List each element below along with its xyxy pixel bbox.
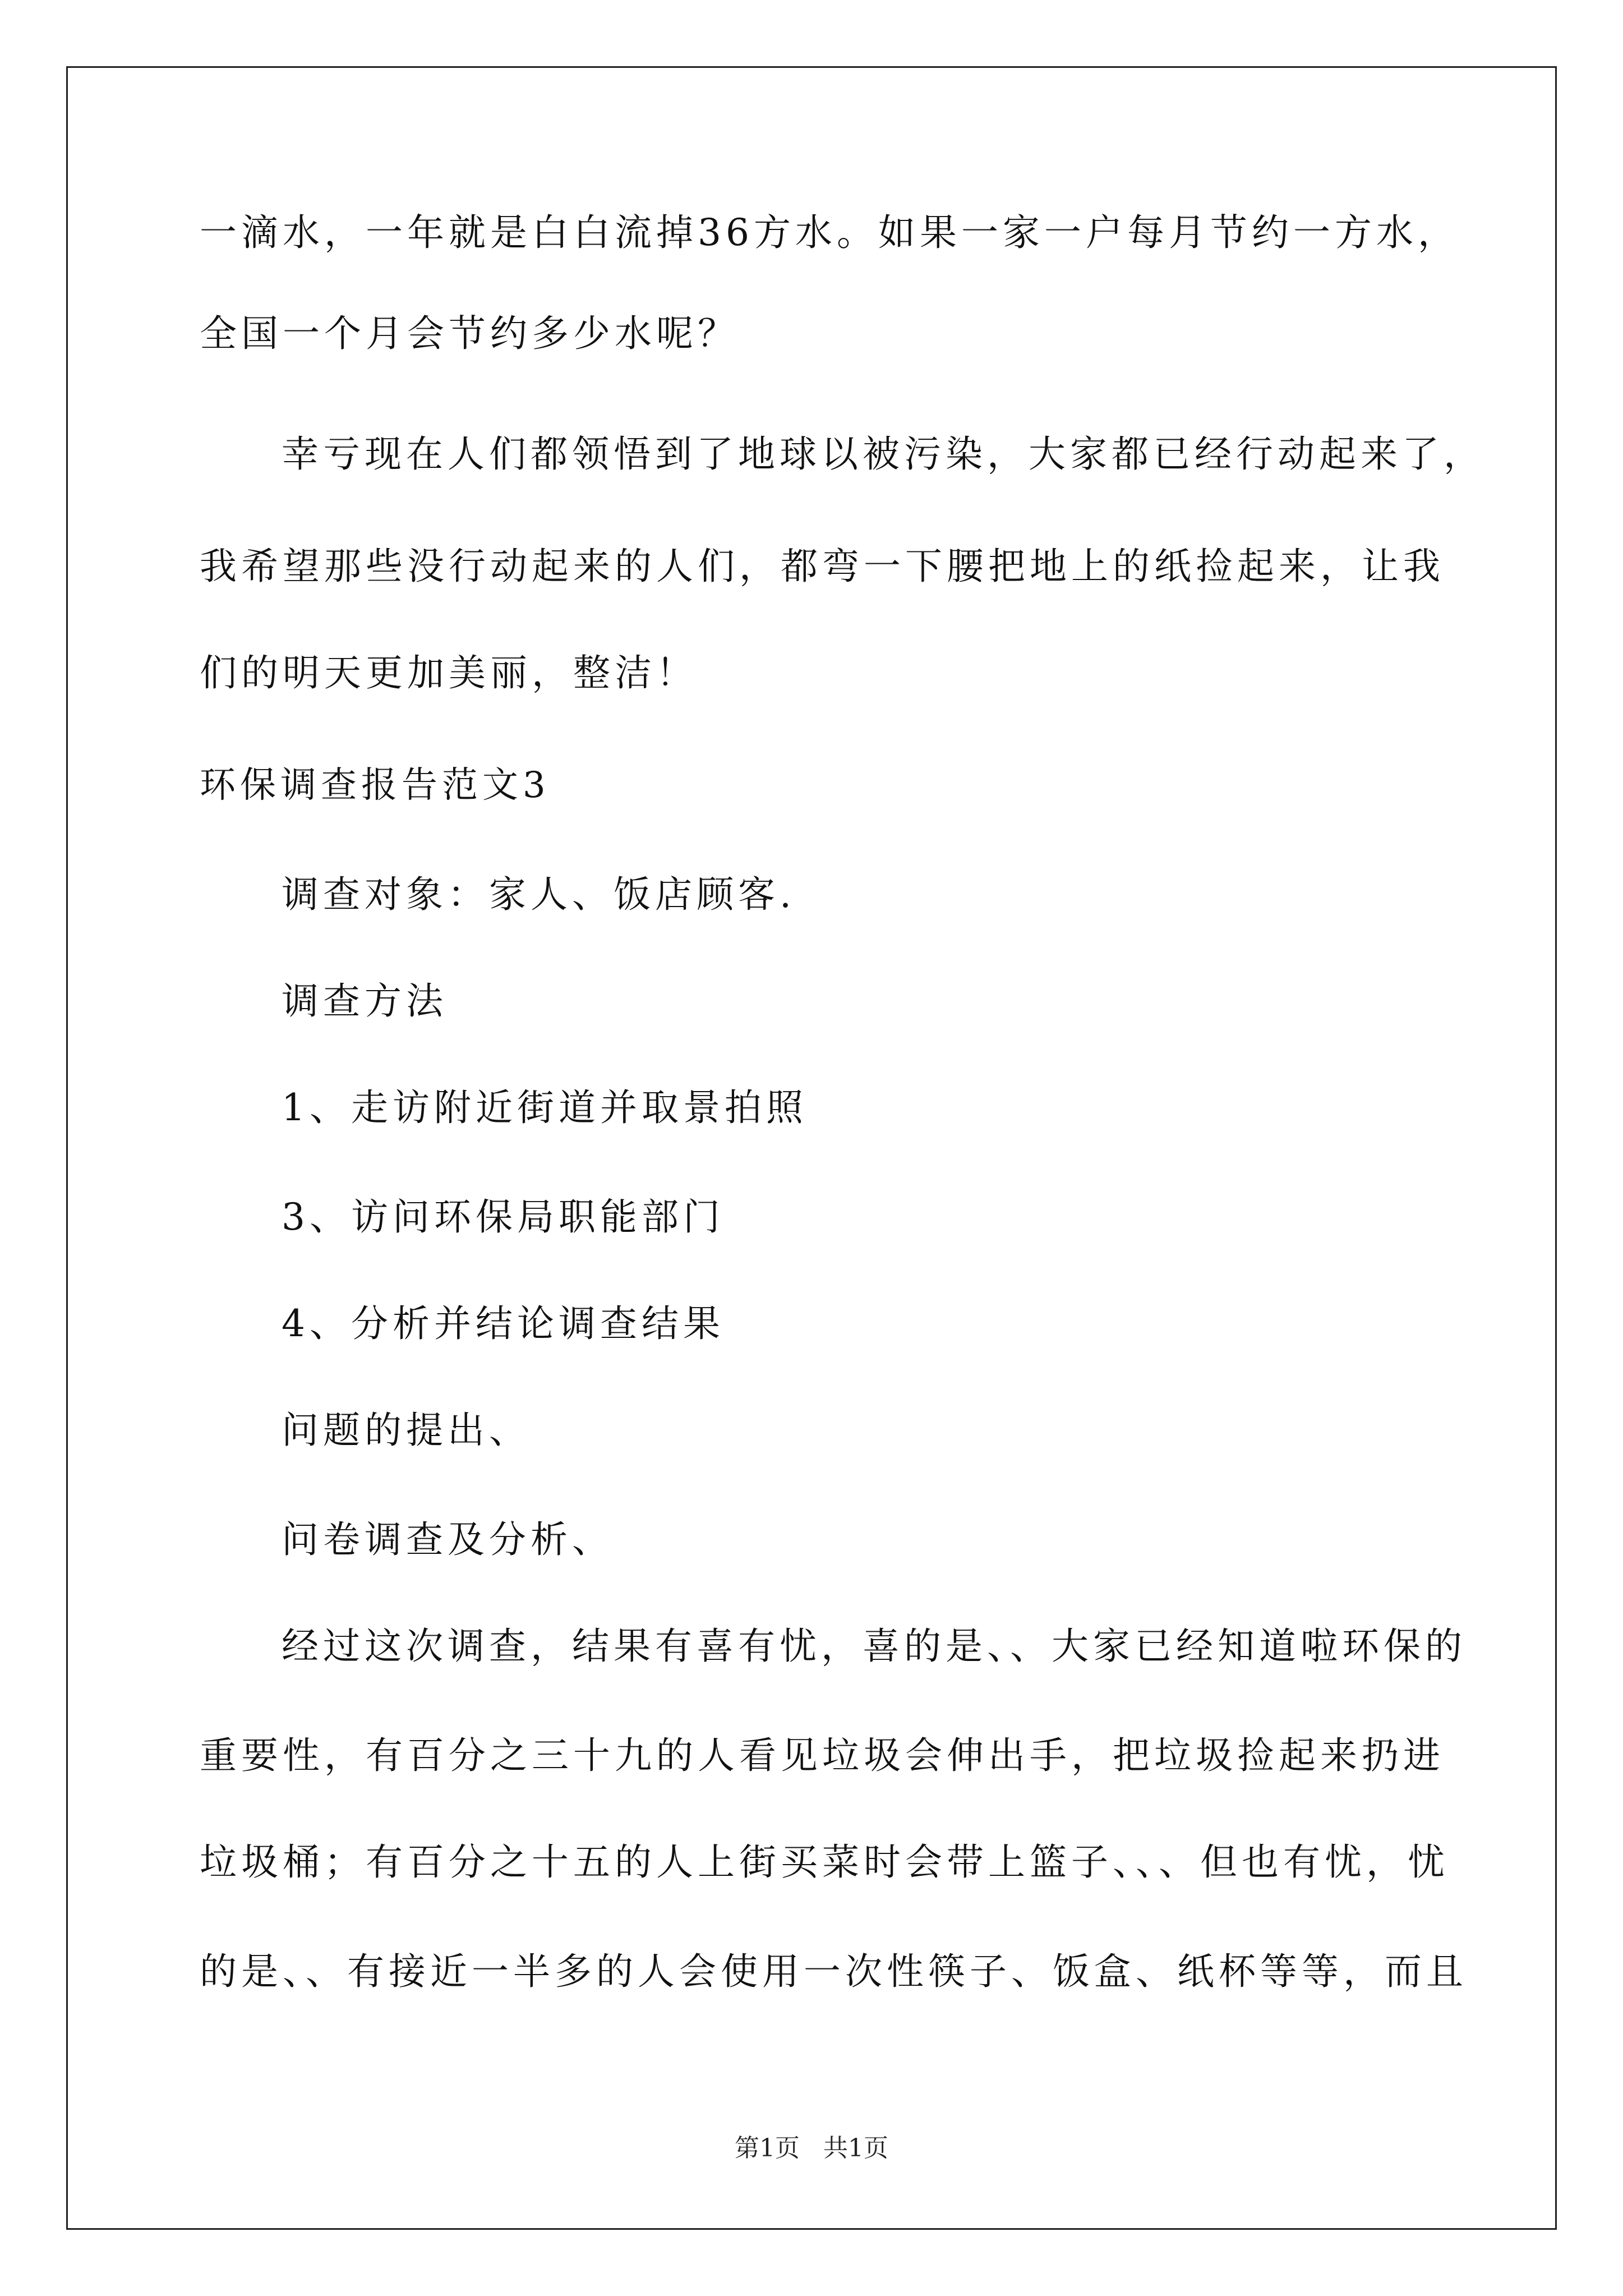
- list-item: 4、分析并结论调查结果: [282, 1302, 725, 1345]
- text-line: 重要性，有百分之三十九的人看见垃圾会伸出手，把垃圾捡起来扔进: [200, 1734, 1445, 1777]
- text-line: 的是、、有接近一半多的人会使用一次性筷子、饭盒、纸杯等等，而且: [200, 1950, 1468, 1993]
- text-line: 经过这次调查，结果有喜有忧，喜的是、、大家已经知道啦环保的: [282, 1625, 1467, 1668]
- text-line: 一滴水，一年就是白白流掉36方水。如果一家一户每月节约一方水，: [200, 211, 1459, 254]
- text-line: 们的明天更加美丽，整洁！: [200, 651, 698, 694]
- text-line: 全国一个月会节约多少水呢？: [200, 312, 739, 355]
- section-heading: 环保调查报告范文3: [200, 765, 550, 806]
- page-frame: [66, 66, 1557, 2230]
- list-item: 3、访问环保局职能部门: [282, 1195, 725, 1239]
- text-line: 问卷调查及分析、: [282, 1518, 614, 1561]
- text-line: 我希望那些没行动起来的人们，都弯一下腰把地上的纸捡起来，让我: [200, 545, 1445, 588]
- text-line: 问题的提出、: [282, 1409, 531, 1452]
- text-line: 调查方法: [282, 979, 448, 1023]
- text-line: 调查对象：家人、饭店顾客.: [282, 873, 796, 916]
- list-item: 1、走访附近街道并取景拍照: [282, 1086, 808, 1129]
- page-footer: 第1页 共1页: [735, 2134, 888, 2162]
- text-line: 垃圾桶；有百分之十五的人上街买菜时会带上篮子、、、但也有忧，忧: [200, 1841, 1449, 1884]
- text-line: 幸亏现在人们都领悟到了地球以被污染，大家都已经行动起来了，: [282, 432, 1485, 476]
